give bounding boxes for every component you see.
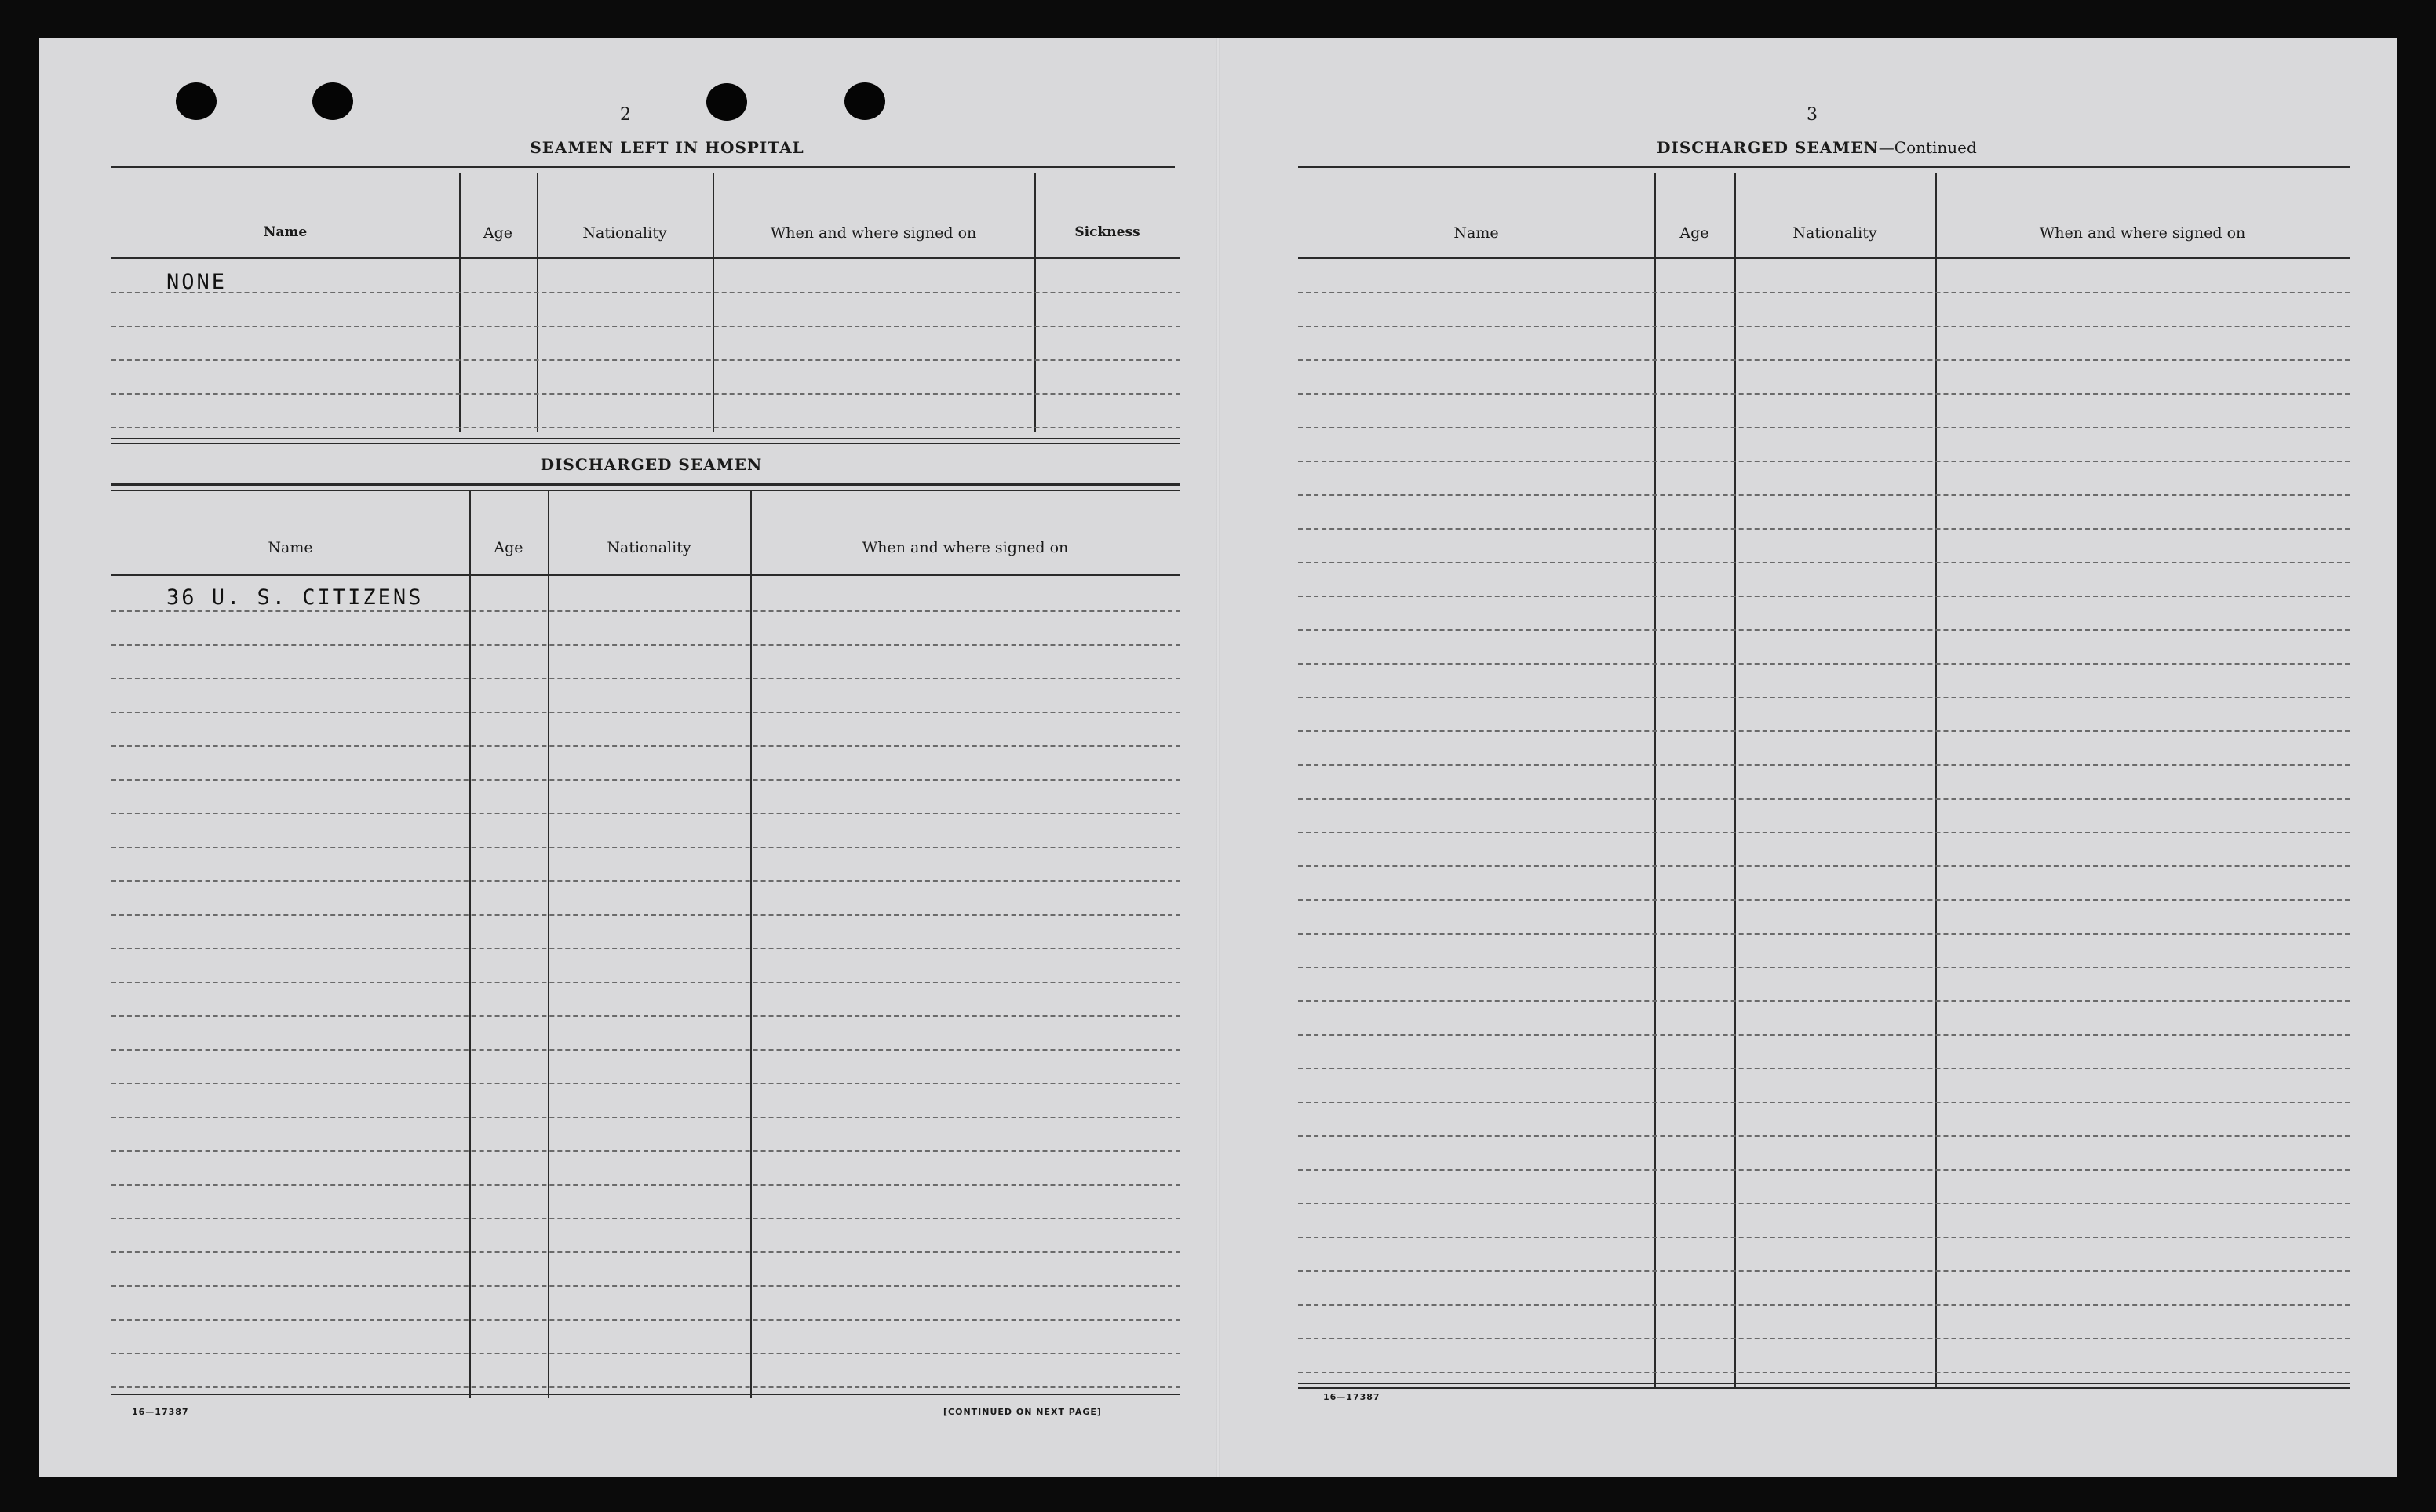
row-line <box>1298 461 2350 462</box>
form-code: 16—17387 <box>1323 1392 1380 1402</box>
row-line <box>1298 730 2350 732</box>
row-line <box>1298 1034 2350 1036</box>
form-code: 16—17387 <box>132 1407 189 1417</box>
discharged-entry: 36 U. S. CITIZENS <box>166 585 424 610</box>
table-bottom-rule <box>111 438 1180 439</box>
row-line <box>111 880 1180 882</box>
table-bottom-rule <box>111 443 1180 444</box>
row-line <box>111 1353 1180 1354</box>
header-rule <box>111 483 1180 491</box>
row-line <box>1298 596 2350 597</box>
row-line <box>1298 697 2350 698</box>
section-title-suffix: —Continued <box>1878 138 1977 157</box>
row-line <box>1298 359 2350 361</box>
row-line <box>111 1285 1180 1287</box>
row-line <box>1298 393 2350 395</box>
column-divider <box>1734 173 1736 1387</box>
row-line <box>111 644 1180 646</box>
column-divider <box>548 491 549 1398</box>
row-line <box>1298 967 2350 968</box>
column-header-name: Name <box>1453 224 1499 242</box>
row-line <box>111 847 1180 848</box>
row-line <box>111 610 1180 612</box>
continued-note: [CONTINUED ON NEXT PAGE] <box>943 1407 1102 1417</box>
row-line <box>111 292 1180 293</box>
row-line <box>1298 1000 2350 1002</box>
column-header-age: Age <box>483 224 513 242</box>
row-line <box>111 427 1180 428</box>
row-line <box>111 359 1180 361</box>
column-header-signed-on: When and where signed on <box>862 539 1069 556</box>
row-line <box>111 914 1180 916</box>
row-line <box>111 393 1180 395</box>
row-line <box>1298 562 2350 563</box>
row-line <box>1298 663 2350 665</box>
row-line <box>1298 798 2350 800</box>
column-header-nationality: Nationality <box>582 224 667 242</box>
column-divider <box>1654 173 1656 1387</box>
row-line <box>1298 494 2350 496</box>
table-bottom-rule <box>1298 1387 2350 1389</box>
row-line <box>111 813 1180 814</box>
row-line <box>1298 933 2350 935</box>
row-line <box>1298 1304 2350 1306</box>
row-line <box>1298 1135 2350 1137</box>
column-divider <box>1935 173 1937 1387</box>
column-header-nationality: Nationality <box>607 539 691 556</box>
row-line <box>1298 427 2350 428</box>
header-underline <box>111 257 1180 259</box>
column-header-age: Age <box>1679 224 1709 242</box>
punch-hole <box>706 83 747 121</box>
row-line <box>111 982 1180 983</box>
row-line <box>1298 1338 2350 1339</box>
column-divider <box>750 491 752 1398</box>
header-underline <box>1298 257 2350 259</box>
row-line <box>1298 1270 2350 1272</box>
row-line <box>1298 899 2350 901</box>
column-header-sickness: Sickness <box>1074 224 1140 240</box>
left-page <box>39 38 1216 1477</box>
row-line <box>111 712 1180 713</box>
row-line <box>111 678 1180 679</box>
row-line <box>1298 764 2350 766</box>
punch-hole <box>312 82 353 120</box>
row-line <box>111 326 1180 327</box>
discharged-table <box>111 491 1180 1433</box>
hospital-section-title: SEAMEN LEFT IN HOSPITAL <box>530 138 804 157</box>
section-title-main: DISCHARGED SEAMEN <box>1657 138 1879 157</box>
row-line <box>111 1049 1180 1051</box>
punch-hole <box>844 82 885 120</box>
document-sheet <box>39 38 2397 1477</box>
row-line <box>1298 528 2350 530</box>
column-header-age: Age <box>494 539 523 556</box>
row-line <box>111 1083 1180 1084</box>
row-line <box>111 948 1180 949</box>
discharged-section-title: DISCHARGED SEAMEN <box>540 455 763 474</box>
column-header-name: Name <box>263 224 308 240</box>
row-line <box>111 1184 1180 1186</box>
column-header-name: Name <box>268 539 313 556</box>
row-line <box>111 1319 1180 1321</box>
row-line <box>111 779 1180 781</box>
row-line <box>111 1251 1180 1253</box>
column-header-nationality: Nationality <box>1792 224 1877 242</box>
page-number: 3 <box>1807 105 1818 125</box>
row-line <box>111 1117 1180 1118</box>
header-underline <box>111 574 1180 576</box>
hospital-table <box>111 173 1180 471</box>
row-line <box>1298 292 2350 293</box>
discharged-continued-title <box>1601 138 2033 157</box>
row-line <box>111 1150 1180 1152</box>
row-line <box>111 1218 1180 1219</box>
row-line <box>111 745 1180 747</box>
column-divider <box>469 491 471 1398</box>
row-line <box>111 1015 1180 1017</box>
row-line <box>1298 326 2350 327</box>
row-line <box>1298 1372 2350 1373</box>
table-bottom-rule <box>1298 1383 2350 1384</box>
row-line <box>111 1386 1180 1388</box>
row-line <box>1298 1102 2350 1103</box>
column-header-signed-on: When and where signed on <box>770 224 977 242</box>
row-line <box>1298 865 2350 867</box>
hospital-entry: NONE <box>166 270 228 294</box>
page-number: 2 <box>620 105 631 125</box>
row-line <box>1298 629 2350 631</box>
row-line <box>1298 1237 2350 1238</box>
row-line <box>1298 1169 2350 1171</box>
discharged-continued-table <box>1298 173 2350 1397</box>
row-line <box>1298 832 2350 833</box>
punch-hole <box>176 82 217 120</box>
column-header-signed-on: When and where signed on <box>2039 224 2246 242</box>
row-line <box>1298 1068 2350 1069</box>
row-line <box>1298 1203 2350 1204</box>
table-bottom-rule <box>111 1394 1180 1395</box>
